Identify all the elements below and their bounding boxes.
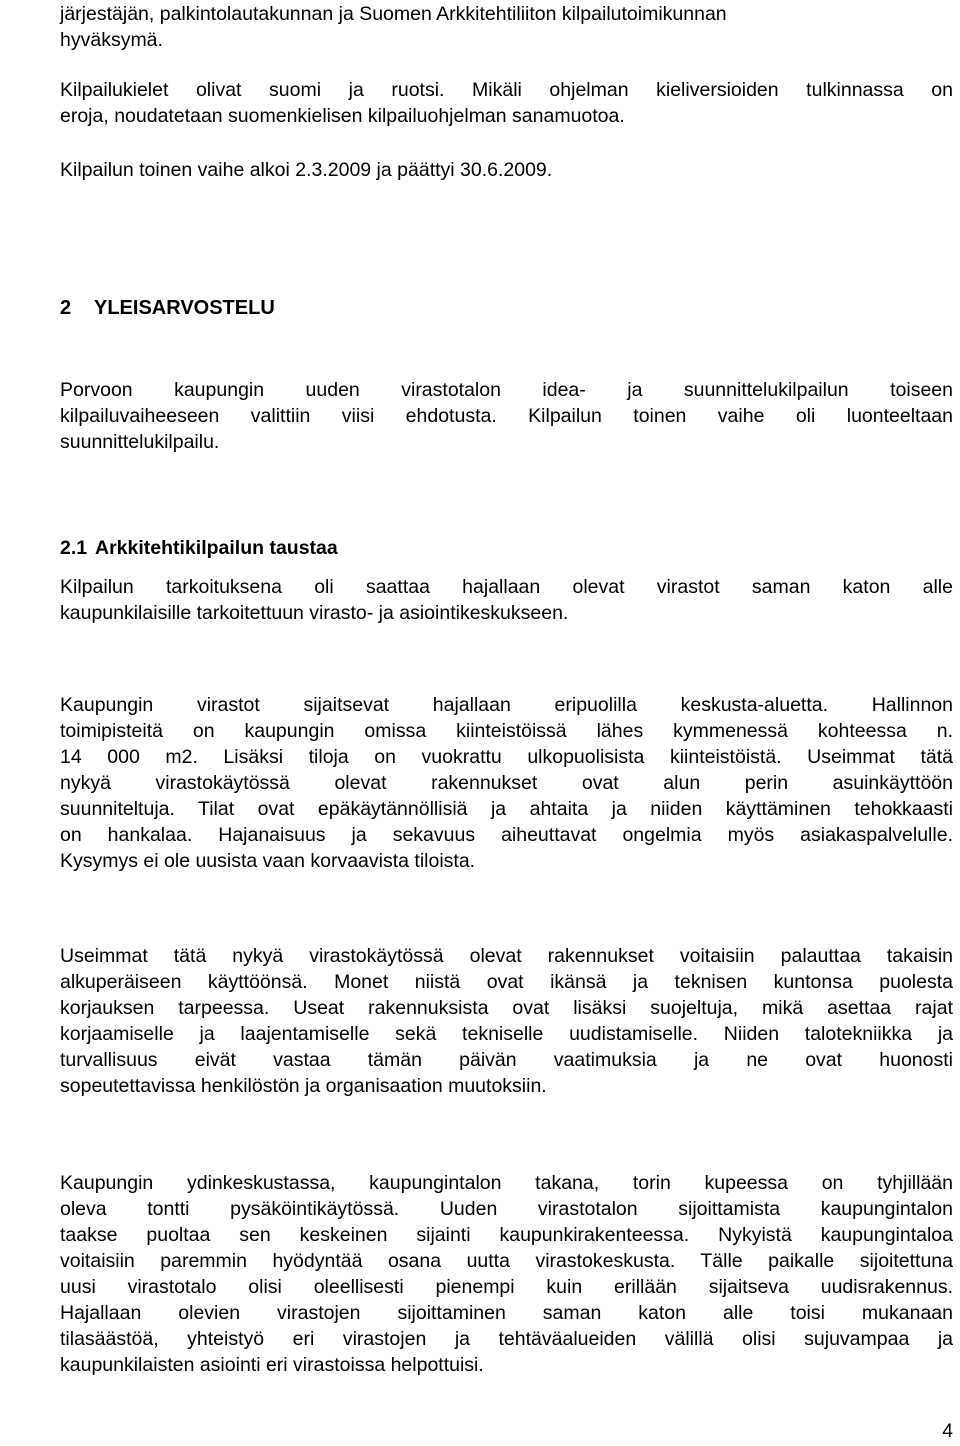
text-line: Kaupungin virastot sijaitsevat hajallaan eripuolilla keskusta-aluetta. Hallinnon — [60, 694, 953, 716]
text-line: Kilpailun toinen vaihe alkoi 2.3.2009 ja päättyi 30.6.2009. — [60, 159, 553, 181]
section-title: YLEISARVOSTELU — [94, 297, 275, 319]
subsection-paragraph-4 — [60, 1170, 953, 1378]
subsection-title: Arkkitehtikilpailun taustaa — [95, 537, 338, 559]
text-line: Hajallaan olevien virastojen sijoittaminen saman katon alle toisi mukanaan — [60, 1302, 953, 1324]
text-line: Useimmat tätä nykyä virastokäytössä olevat rakennukset voitaisiin palauttaa takaisin — [60, 945, 953, 967]
text-line: suunniteltuja. Tilat ovat epäkäytännöllisiä ja ahtaita ja niiden käyttäminen tehokkaasti — [60, 798, 953, 820]
text-line: Kilpailukielet olivat suomi ja ruotsi. Mikäli ohjelman kieliversioiden tulkinnassa on — [60, 79, 953, 101]
subsection-paragraph-2 — [60, 692, 953, 874]
subsection-paragraph-1 — [60, 574, 953, 626]
text-line: kaupunkilaisten asiointi eri virastoissa helpottuisi. — [60, 1354, 484, 1376]
text-line: taakse puoltaa sen keskeinen sijainti kaupunkirakenteessa. Nykyistä kaupungintaloa — [60, 1224, 953, 1246]
text-line: Kilpailun tarkoituksena oli saattaa hajallaan olevat virastot saman katon alle — [60, 576, 953, 598]
text-line: eroja, noudatetaan suomenkielisen kilpailuohjelman sanamuotoa. — [60, 105, 625, 127]
text-line: sopeutettavissa henkilöstön ja organisaation muutoksiin. — [60, 1075, 547, 1097]
text-line: uusi virastotalo olisi oleellisesti pienempi kuin erillään sijaitseva uudisrakennus. — [60, 1276, 953, 1298]
text-line: Kysymys ei ole uusista vaan korvaavista tiloista. — [60, 850, 476, 872]
text-line: toimipisteitä on kaupungin omissa kiinteistöissä lähes kymmenessä kohteessa n. — [60, 720, 953, 742]
text-line: hyväksymä. — [60, 29, 163, 51]
subsection-paragraph-3 — [60, 943, 953, 1099]
section-paragraph — [60, 377, 953, 455]
section-heading — [60, 295, 275, 321]
text-line: oleva tontti pysäköintikäytössä. Uuden virastotalon sijoittamista kaupungintalon — [60, 1198, 953, 1220]
page-number: 4 — [942, 1421, 953, 1442]
text-line: Porvoon kaupungin uuden virastotalon idea- ja suunnittelukilpailun toiseen — [60, 379, 953, 401]
intro-paragraph-2 — [60, 77, 953, 129]
text-line: voitaisiin paremmin hyödyntää osana uutta virastokeskusta. Tälle paikalle sijoitettuna — [60, 1250, 953, 1272]
text-line: tilasäästöä, yhteistyö eri virastojen ja tehtäväalueiden välillä olisi sujuvampaa ja — [60, 1328, 953, 1350]
text-line: alkuperäiseen käyttöönsä. Monet niistä ovat ikänsä ja teknisen kuntonsa puolesta — [60, 971, 953, 993]
text-line: järjestäjän, palkintolautakunnan ja Suomen Arkkitehtiliiton kilpailutoimikunnan — [60, 3, 727, 25]
text-line: kaupunkilaisille tarkoitettuun virasto- ja asiointikeskukseen. — [60, 602, 569, 624]
text-line: Kaupungin ydinkeskustassa, kaupungintalon takana, torin kupeessa on tyhjillään — [60, 1172, 953, 1194]
text-line: korjaamiselle ja laajentamiselle sekä tekniselle uudistamiselle. Niiden talotekniikka ja — [60, 1023, 953, 1045]
subsection-number: 2.1 — [60, 537, 88, 559]
text-line: on hankalaa. Hajanaisuus ja sekavuus aiheuttavat ongelmia myös asiakaspalvelulle. — [60, 824, 953, 846]
text-line: turvallisuus eivät vastaa tämän päivän vaatimuksia ja ne ovat huonosti — [60, 1049, 953, 1071]
text-line: kilpailuvaiheeseen valittiin viisi ehdotusta. Kilpailun toinen vaihe oli luonteeltaan — [60, 405, 953, 427]
intro-paragraph-3 — [60, 157, 953, 183]
text-line: korjauksen tarpeessa. Useat rakennuksista ovat lisäksi suojeltuja, mikä asettaa rajat — [60, 997, 953, 1019]
intro-paragraph-1 — [60, 1, 953, 53]
text-line: nykyä virastokäytössä olevat rakennukset ovat alun perin asuinkäyttöön — [60, 772, 953, 794]
subsection-heading — [60, 535, 338, 561]
text-line: suunnittelukilpailu. — [60, 431, 220, 453]
text-line: 14 000 m2. Lisäksi tiloja on vuokrattu ulkopuolisista kiinteistöistä. Useimmat tätä — [60, 746, 953, 768]
section-number: 2 — [60, 297, 72, 319]
